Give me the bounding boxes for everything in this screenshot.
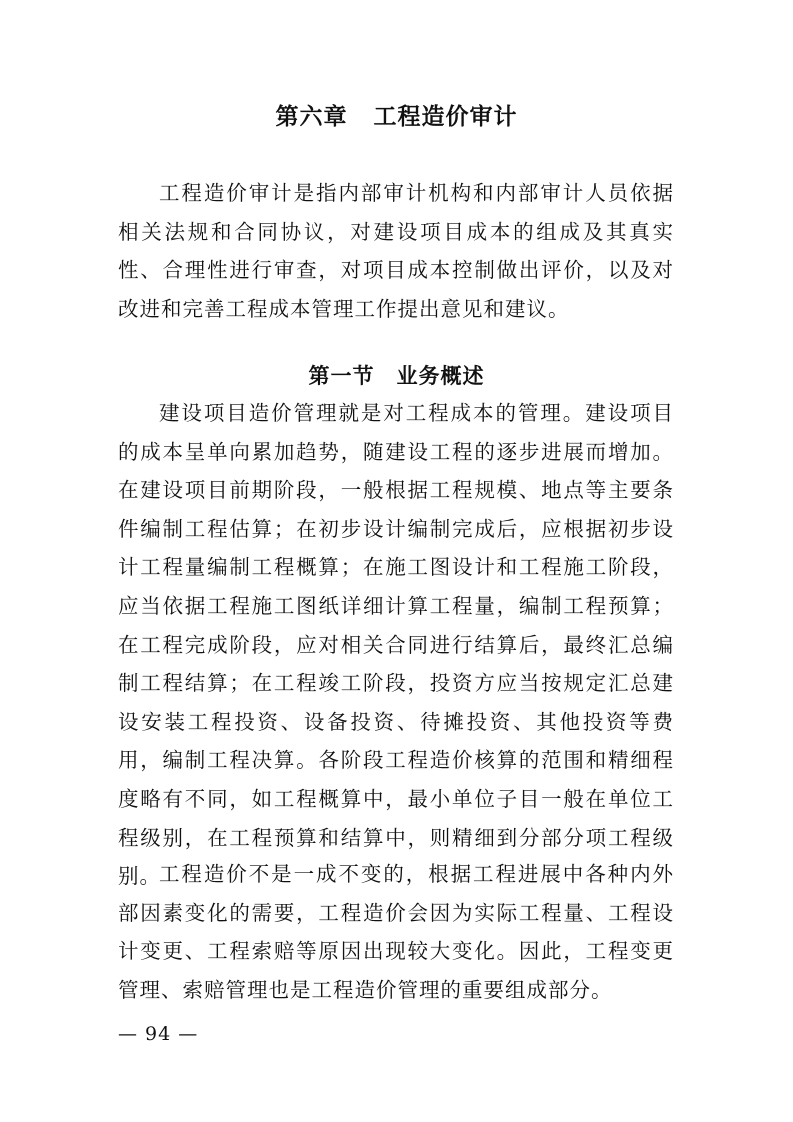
section-name: 业务概述 — [396, 364, 485, 388]
body-paragraph: 建设项目造价管理就是对工程成本的管理。建设项目的成本呈单向累加趋势，随建设工程的逐步进展而增加。在建设项目前期阶段，一般根据工程规模、地点等主要条件编制工程估算；在初步设计编制完成后，应根据初步设计工程量编制工程概算；在施工图设计和工程施工阶段，应当依据工程施工图纸详细计算工程量，编制工程预算；在工程完成阶段，应对相关合同进行结算后，最终汇总编制工程结算；在工程竣工阶段，投资方应当按规定汇总建设安装工程投资、设备投资、待摊投资、其他投资等费用，编制工程决算。各阶段工程造价核算的范围和精细程度略有不同，如工程概算中，最小单位子目一般在单位工程级别，在工程预算和结算中，则精细到分部分项工程级别。 — [118, 401, 674, 889]
chapter-title — [0, 98, 793, 131]
body-paragraph: 工程造价不是一成不变的，根据工程进展中各种内外部因素变化的需要，工程造价会因为实际工程量、工程设计变更、工程索赔等原因出现较大变化。因此，工程变更管理、索赔管理也是工程造价管理的重要组成部分。 — [118, 862, 674, 1002]
chapter-name: 工程造价审计 — [373, 104, 518, 130]
chapter-number: 第六章 — [275, 104, 348, 130]
page-number: — 94 — — [118, 1023, 199, 1045]
intro-paragraph: 工程造价审计是指内部审计机构和内部审计人员依据相关法规和合同协议，对建设项目成本的组成及其真实性、合理性进行审查，对项目成本控制做出评价，以及对改进和完善工程成本管理工作提出意见和建议。 — [118, 181, 674, 321]
section-number: 第一节 — [308, 364, 375, 388]
section-title — [0, 360, 793, 390]
